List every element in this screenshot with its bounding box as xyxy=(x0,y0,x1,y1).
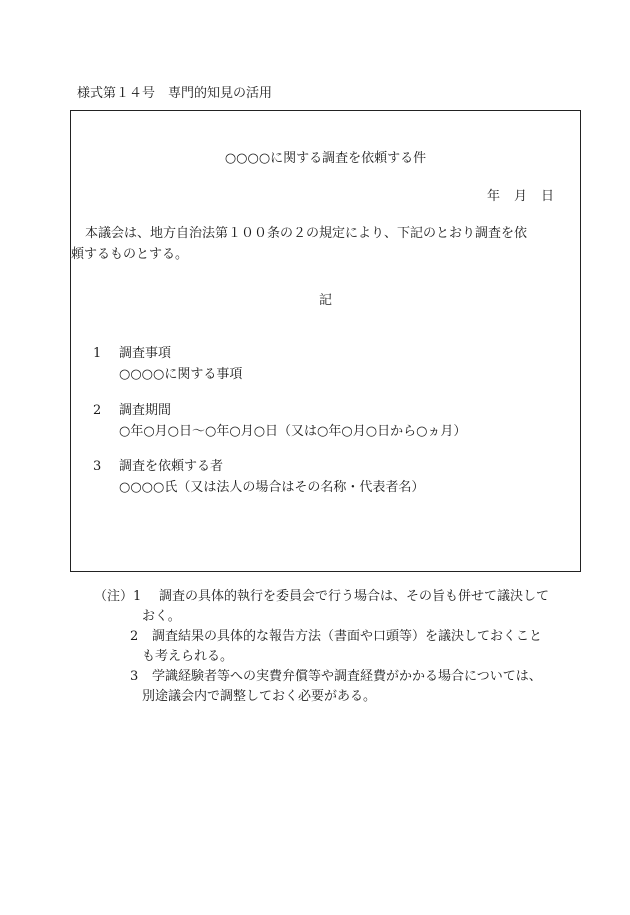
form-number-heading: 様式第１４号 専門的知見の活用 xyxy=(77,86,273,101)
item-number: 2 xyxy=(93,403,102,418)
notes-label: （注） xyxy=(94,589,134,604)
note-number: 2 xyxy=(130,629,139,644)
date-day: 日 xyxy=(540,189,554,204)
note-number: 1 xyxy=(133,589,142,604)
date-year: 年 xyxy=(486,189,500,204)
list-item xyxy=(93,343,242,385)
item-heading: 調査期間 xyxy=(119,403,172,418)
document-title: ○○○○に関する調査を依頼する件 xyxy=(224,151,427,166)
note-item xyxy=(94,587,564,627)
notes-section xyxy=(94,587,564,707)
item-heading: 調査を依頼する者 xyxy=(119,459,224,474)
date-month: 月 xyxy=(513,189,527,204)
item-detail: ○年○月○日～○年○月○日（又は○年○月○日から○ヵ月） xyxy=(119,424,467,439)
list-item xyxy=(93,456,424,498)
ki-heading: 記 xyxy=(318,293,332,308)
item-heading: 調査事項 xyxy=(119,346,172,361)
document-frame xyxy=(70,110,581,572)
body-line-2: 頼するものとする。 xyxy=(71,247,189,262)
note-item xyxy=(94,667,564,707)
document-date xyxy=(473,185,554,204)
note-line-2: も考えられる。 xyxy=(142,649,234,664)
note-line-2: おく。 xyxy=(142,609,181,624)
note-number: 3 xyxy=(130,669,139,684)
note-line-1: 調査結果の具体的な報告方法（書面や口頭等）を議決しておくこと xyxy=(152,629,543,644)
note-line-2: 別途議会内で調整しておく必要がある。 xyxy=(142,689,377,704)
note-item xyxy=(94,627,564,667)
document-body xyxy=(71,223,551,265)
list-item xyxy=(93,400,466,442)
note-line-1: 調査の具体的執行を委員会で行う場合は、その旨も併せて議決して xyxy=(159,589,550,604)
note-line-1: 学識経験者等への実費弁償等や調査経費がかかる場合については、 xyxy=(152,669,542,684)
item-number: 1 xyxy=(93,346,102,361)
item-detail: ○○○○に関する事項 xyxy=(119,367,243,382)
item-detail: ○○○○氏（又は法人の場合はその名称・代表者名） xyxy=(119,480,425,495)
item-number: 3 xyxy=(93,459,102,474)
body-line-1: 本議会は、地方自治法第１００条の２の規定により、下記のとおり調査を依 xyxy=(85,226,528,241)
